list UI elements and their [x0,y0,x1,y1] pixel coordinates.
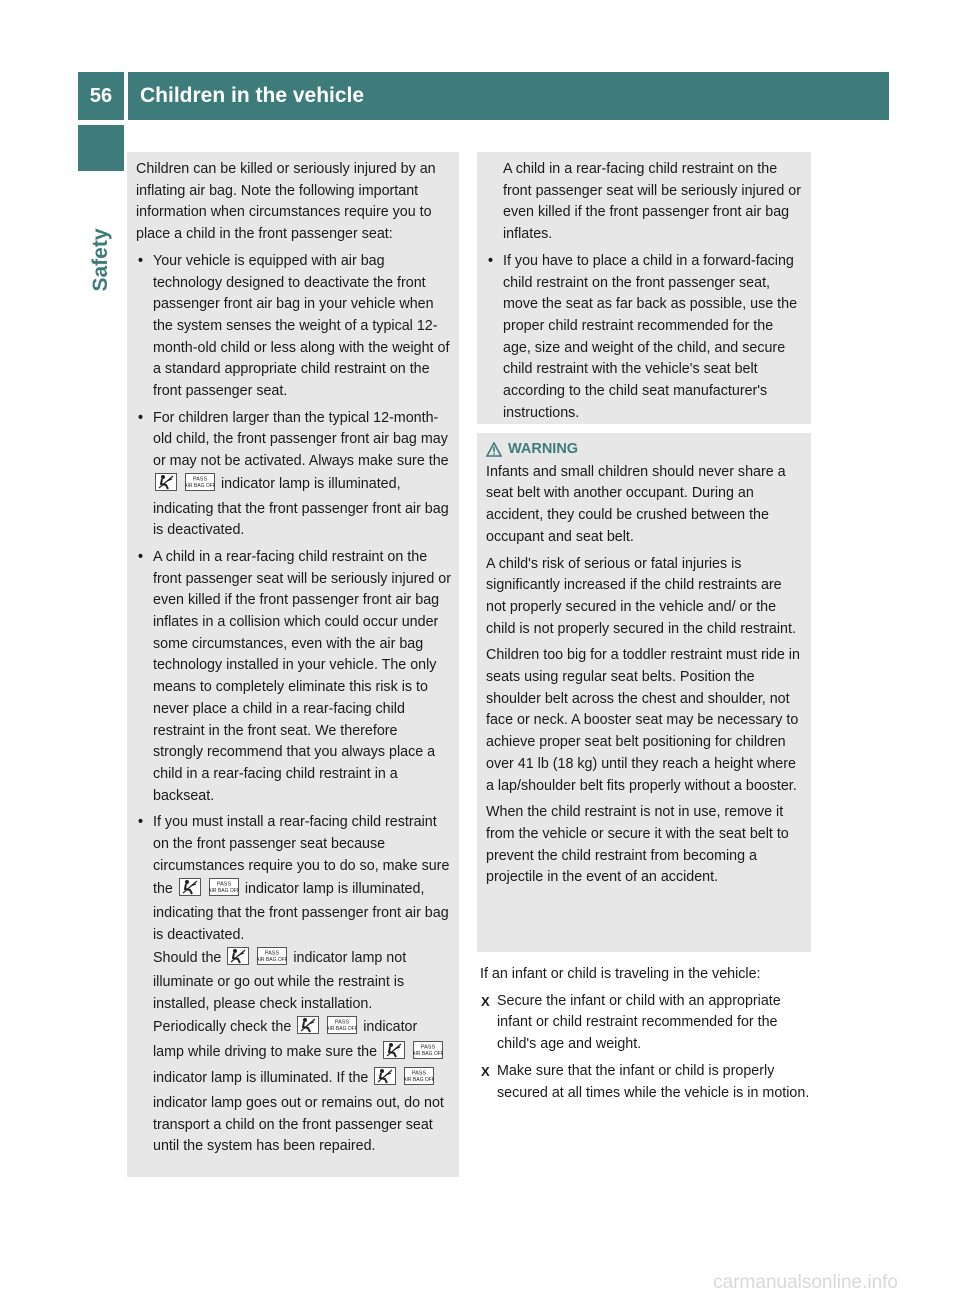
child-seat-icon [297,1016,319,1042]
step-arrow-icon: X [481,1063,490,1079]
continued-text: A child in a rear-facing child restraint on the front passenger seat will be seriously injured or even killed if the front passenger front air bag inflates. [503,161,802,243]
list-item: • A child in a rear-facing child restraint on the front passenger seat will be seriously injured or even killed if the front passenger front air bag inflates in a collision which could occur under some circumstances, even with the air bag technology installed in your vehicle. The only means to completely eliminate this risk is to never place a child in a rear-facing child restraint in the front seat. We therefore strongly recommend that you always place a child in a rear-facing child restraint in a backseat. [138,548,452,804]
list-item: • For children larger than the typical 12-month-old child, the front passenger front air bag may or may not be activated. Always make sure the PASS AIR BAG OFF indicator lamp is illuminated, indicating that the front passenger front air bag is deactivated. [138,409,449,539]
page-title: Children in the vehicle [128,72,889,120]
list-item: • If you must install a rear-facing child restraint on the front passenger seat because circumstances require you to do so, make sure the PASS AIR BAG OFF indicator lamp is illuminated, indicating that the front passenger front air bag is deactivated. Should the PASS AIR BAG OFF indicator lamp not illuminate or go out while the restraint is installed, please check installation. Periodically check the PASS AIR BAG OFF indicator lamp while driving to make sure the PASS AIR BAG OFF indicator lamp is illuminated. If the PASS AIR BAG OFF indicator lamp goes out or remains out, do not transport a child on the front passenger seat until the system has been repaired. [138,814,450,1155]
pass-airbag-off-icon [327,1016,357,1042]
instruction-steps [480,991,813,1105]
svg-text:AIR BAG OFF: AIR BAG OFF [413,1051,444,1058]
watermark: carmanualsonline.info [713,1272,898,1293]
right-bullet-list [486,251,803,425]
left-info-box [127,152,459,1177]
svg-text:AIR BAG OFF: AIR BAG OFF [257,956,288,963]
pass-airbag-off-icon [404,1067,434,1093]
child-seat-icon [374,1067,396,1093]
svg-text:AIR BAG OFF: AIR BAG OFF [184,482,215,489]
warning-box [477,433,811,952]
side-tab-label: Safety [89,228,112,292]
main-instructions [480,964,813,1109]
svg-text:AIR BAG OFF: AIR BAG OFF [327,1025,358,1032]
warning-paragraph: A child's risk of serious or fatal injuries is significantly increased if the child restraints are not properly secured in the vehicle and/ or the child is not properly secured in the child restraint. [486,555,796,637]
child-seat-icon [179,878,201,904]
instruction-step: X Secure the infant or child with an appropriate infant or child restraint recommended for the child's age and weight. [481,992,781,1053]
side-tab-marker [78,125,124,171]
list-item: • Your vehicle is equipped with air bag technology designed to deactivate the front passenger front air bag in your vehicle when the system senses the weight of a typical 12-month-old child or less along with the weight of a standard appropriate child restraint on the front passenger seat. [138,252,450,400]
pass-airbag-off-icon [185,473,215,499]
svg-text:PASS: PASS [420,1044,436,1051]
warning-triangle-icon [486,442,502,457]
page-number: 56 [78,72,124,120]
child-seat-icon [155,473,177,499]
right-info-box [477,152,811,424]
instruction-step: X Make sure that the infant or child is properly secured at all times while the vehicle is in motion. [481,1062,810,1101]
left-bullet-list [136,251,451,1158]
svg-text:AIR BAG OFF: AIR BAG OFF [208,887,239,894]
list-item: • If you have to place a child in a forward-facing child restraint on the front passenger seat, move the seat as far back as possible, use the proper child restraint recommended for the age, size and weight of the child, and secure child restraint with the vehicle's seat belt according to the child seat manufacturer's instructions. [488,252,798,421]
side-tab [78,180,124,340]
svg-text:PASS: PASS [335,1019,350,1026]
svg-text:PASS: PASS [265,950,280,957]
pass-airbag-off-icon [413,1041,443,1067]
instructions-intro: If an infant or child is traveling in the vehicle: [480,966,761,982]
warning-paragraph: Children too big for a toddler restraint must ride in seats using regular seat belts. Position the shoulder belt across the chest and shoulder, not face or neck. A booster seat may be necessary to achieve proper seat belt positioning for children over 41 lb (18 kg) until they reach a height where a lap/shoulder belt fits properly without a booster. [486,647,800,794]
svg-text:AIR BAG OFF: AIR BAG OFF [404,1077,435,1084]
left-intro: Children can be killed or seriously injured by an inflating air bag. Note the following important information when circumstances require you to place a child in the front passenger seat: [136,161,436,243]
child-seat-icon [383,1041,405,1067]
warning-paragraph: Infants and small children should never share a seat belt with another occupant. During an accident, they could be crushed between the occupant and seat belt. [486,463,786,545]
pass-airbag-off-icon [209,878,239,904]
svg-text:PASS: PASS [216,881,231,887]
warning-heading [486,439,803,461]
child-seat-icon [227,947,249,973]
warning-paragraph: When the child restraint is not in use, remove it from the vehicle or secure it with the seat belt to prevent the child restraint from becoming a projectile in the event of an accident. [486,804,789,886]
warning-title: WARNING [508,441,579,457]
step-arrow-icon: X [481,993,490,1009]
svg-text:PASS: PASS [412,1070,427,1077]
pass-airbag-off-icon [257,947,287,973]
svg-text:PASS: PASS [192,476,208,483]
